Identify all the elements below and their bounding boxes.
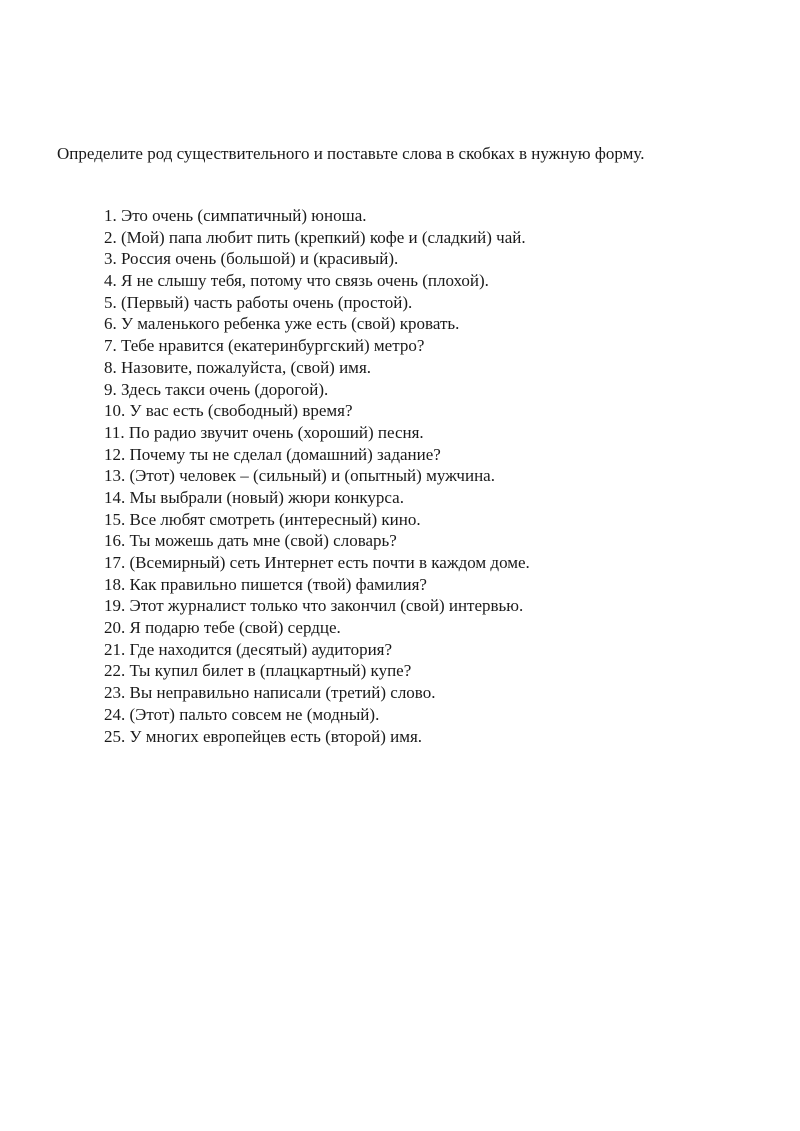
exercise-item: 5. (Первый) часть работы очень (простой). [104,292,413,312]
exercise-item: 20. Я подарю тебе (свой) сердце. [104,618,341,638]
exercise-item: 16. Ты можешь дать мне (свой) словарь? [104,531,397,551]
exercise-item: 13. (Этот) человек – (сильный) и (опытный) мужчина. [104,466,495,486]
exercise-item: 7. Тебе нравится (екатеринбургский) метро? [104,336,425,356]
exercise-item: 14. Мы выбрали (новый) жюри конкурса. [104,487,404,507]
exercise-item: 24. (Этот) пальто совсем не (модный). [104,704,380,724]
exercise-item: 4. Я не слышу тебя, потому что связь очень (плохой). [104,271,489,291]
exercise-item: 17. (Всемирный) сеть Интернет есть почти в каждом доме. [104,553,530,572]
exercise-item: 21. Где находится (десятый) аудитория? [104,639,393,659]
exercise-item: 18. Как правильно пишется (твой) фамилия? [104,574,427,594]
exercise-item: 10. У вас есть (свободный) время? [104,401,353,421]
exercise-item: 15. Все любят смотреть (интересный) кино. [104,509,421,529]
exercise-item: 9. Здесь такси очень (дорогой). [104,379,329,399]
instruction-text: Определите род существительного и поставьте слова в скобках в нужную форму. [57,144,645,163]
exercise-list [104,205,530,747]
exercise-item: 12. Почему ты не сделал (домашний) задание? [104,444,441,464]
exercise-item: 8. Назовите, пожалуйста, (свой) имя. [104,357,372,377]
exercise-item: 19. Этот журналист только что закончил (свой) интервью. [104,596,524,616]
exercise-item: 25. У многих европейцев есть (второй) имя. [104,726,423,746]
exercise-item: 22. Ты купил билет в (плацкартный) купе? [104,661,412,681]
exercise-item: 2. (Мой) папа любит пить (крепкий) кофе и (сладкий) чай. [104,227,526,247]
exercise-item: 23. Вы неправильно написали (третий) слово. [104,683,436,703]
exercise-item: 1. Это очень (симпатичный) юноша. [104,206,367,225]
exercise-item: 11. По радио звучит очень (хороший) песня. [104,422,424,442]
exercise-item: 3. Россия очень (большой) и (красивый). [104,249,399,269]
exercise-item: 6. У маленького ребенка уже есть (свой) кровать. [104,314,460,334]
